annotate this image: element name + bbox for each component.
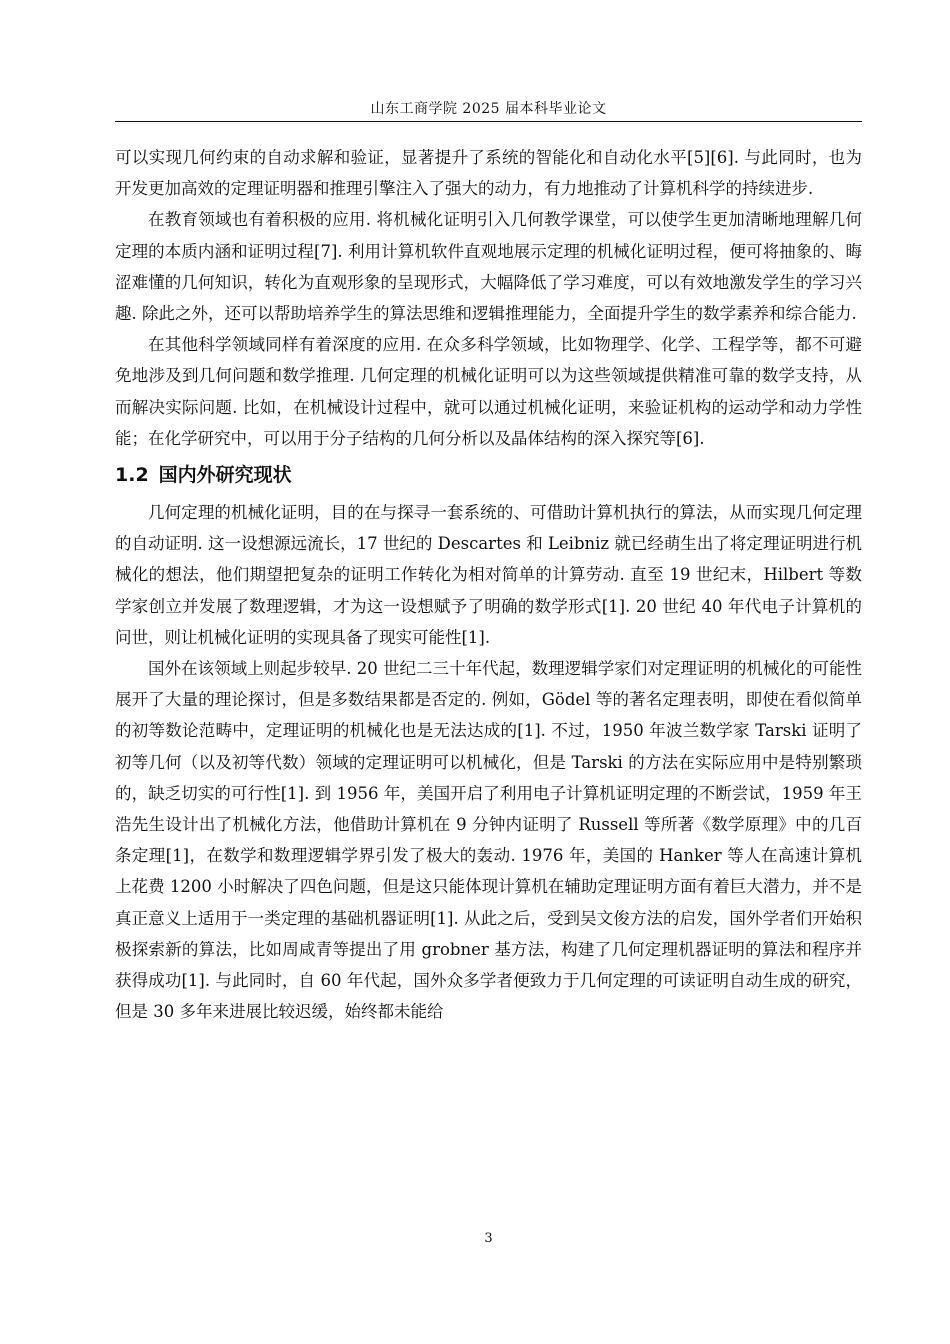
section-heading — [115, 460, 862, 490]
page-header: 山东工商学院 2025 届本科毕业论文 — [370, 101, 607, 117]
paragraph-education: 在教育领域也有着积极的应用. 将机械化证明引入几何教学课堂，可以使学生更加清晰地理解几何定理的本质内涵和证明过程[7]. 利用计算机软件直观地展示定理的机械化证明过程，便可将抽象的、晦涩难懂的几何知识，转化为直观形象的呈现形式，大幅降低了学习难度，可以有效地激发学生的学习兴趣. 除此之外，还可以帮助培养学生的算法思维和逻辑推理能力，全面提升学生的数学素养和综合能力. — [115, 210, 862, 324]
page-number: 3 — [484, 1231, 493, 1246]
section-title: 国内外研究现状 — [158, 464, 292, 487]
paragraph-history: 几何定理的机械化证明，目的在与探寻一套系统的、可借助计算机执行的算法，从而实现几何定理的自动证明. 这一设想源远流长，17 世纪的 Descartes 和 Leibniz 就已经萌生出了将定理证明进行机械化的想法，他们期望把复杂的证明工作转化为相对简单的计算劳动. 直至 19 世纪末，Hilbert 等数学家创立并发展了数理逻辑，才为这一设想赋予了明确的数学形式[1]. 20 世纪 40 年代电子计算机的问世，则让机械化证明的实现具备了现实可能性[1]. — [115, 503, 862, 647]
paragraph-other-sciences: 在其他科学领域同样有着深度的应用. 在众多科学领域，比如物理学、化学、工程学等，都不可避免地涉及到几何问题和数学推理. 几何定理的机械化证明可以为这些领域提供精准可靠的数学支持，从而解决实际问题. 比如，在机械设计过程中，就可以通过机械化证明，来验证机构的运动学和动力学性能；在化学研究中，可以用于分子结构的几何分析以及晶体结构的深入探究等[6]. — [115, 335, 862, 448]
section-number: 1.2 — [115, 464, 149, 487]
body-text — [115, 142, 862, 1027]
paragraph-foreign-research: 国外在该领域上则起步较早. 20 世纪二三十年代起，数理逻辑学家们对定理证明的机械化的可能性展开了大量的理论探讨，但是多数结果都是否定的. 例如，Gödel 等的著名定理表明，即使在看似简单的初等数论范畴中，定理证明的机械化也是无法达成的[1]. 不过，1950 年波兰数学家 Tarski 证明了初等几何（以及初等代数）领域的定理证明可以机械化，但是 Tarski 的方法在实际应用中是特别繁琐的，缺乏切实的可行性[1]. 到 1956 年，美国开启了利用电子计算机证明定理的不断尝试，1959 年王浩先生设计出了机械化方法，他借助计算机在 9 分钟内证明了 Russell 等所著《数学原理》中的几百条定理[1]，在数学和数理逻辑学界引发了极大的轰动. 1976 年，美国的 Hanker 等人在高速计算机上花费 1200 小时解决了四色问题，但是这只能体现计算机在辅助定理证明方面有着巨大潜力，并不是真正意义上适用于一类定理的基础机器证明[1]. 从此之后，受到吴文俊方法的启发，国外学者们开始积极探索新的算法，比如周咸青等提出了用 grobner 基方法，构建了几何定理机器证明的算法和程序并获得成功[1]. 与此同时，自 60 年代起，国外众多学者便致力于几何定理的可读证明自动生成的研究，但是 30 多年来进展比较迟缓，始终都未能给 — [115, 659, 862, 1022]
paragraph-continued: 可以实现几何约束的自动求解和验证，显著提升了系统的智能化和自动化水平[5][6]. 与此同时，也为开发更加高效的定理证明器和推理引擎注入了强大的动力，有力地推动了计算机科学的持续进步. — [115, 148, 862, 199]
header-divider — [115, 121, 862, 122]
